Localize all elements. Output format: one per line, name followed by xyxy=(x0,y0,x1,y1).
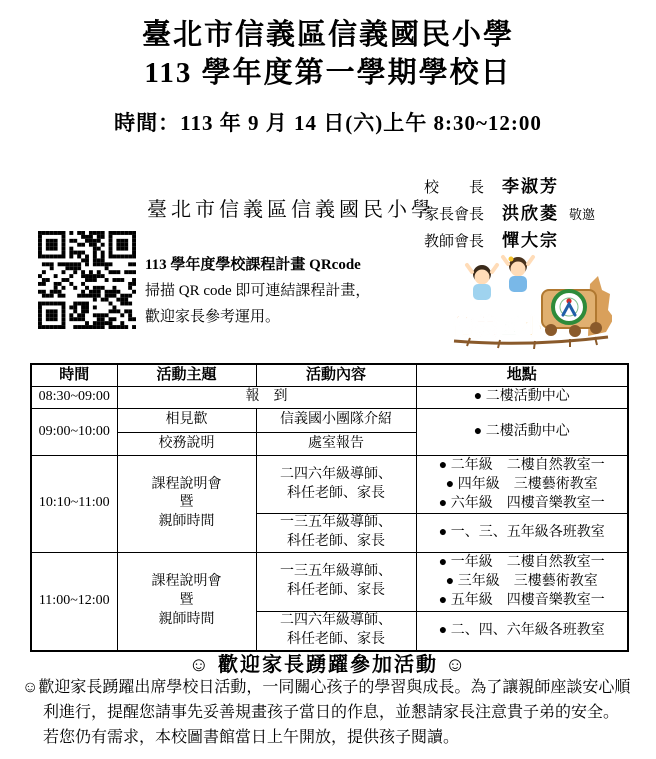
mascot-char: 信 xyxy=(452,314,475,339)
content-line: 科任老師、家長 xyxy=(287,533,385,549)
table-row-checkin xyxy=(31,387,628,409)
theme-cell xyxy=(117,552,256,650)
content-cell xyxy=(256,456,416,514)
document-title-line1: 臺北市信義區信義國民小學 xyxy=(141,19,514,51)
location-item: ● 六年級 四樓音樂教室一 xyxy=(438,496,605,511)
content-cell xyxy=(256,611,416,650)
location-item: ● 一年級 二樓自然教室一 xyxy=(438,555,605,571)
time-cell: 09:00~10:00 xyxy=(31,409,117,456)
location-cell: ● 二樓活動中心 xyxy=(416,387,628,409)
table-header-row xyxy=(31,364,628,387)
col-header-time: 時間 xyxy=(31,364,117,387)
col-header-content: 活動內容 xyxy=(256,364,416,387)
content-cell: 信義國小團隊介紹 xyxy=(256,409,416,433)
content-line: 一三五年級導師、 xyxy=(280,563,392,579)
table-row-session1-even xyxy=(31,456,628,514)
footer-note xyxy=(22,675,642,750)
officer-name: 洪欣菱 xyxy=(502,204,559,223)
officer-title: 家長會長 xyxy=(424,207,485,223)
col-header-location: 地點 xyxy=(416,364,628,387)
activity-cell: 報 到 xyxy=(117,387,416,409)
location-cell xyxy=(416,456,628,514)
time-cell: 10:10~11:00 xyxy=(31,456,117,553)
time-cell: 11:00~12:00 xyxy=(31,552,117,650)
officer-title: 教師會長 xyxy=(424,234,485,250)
officer-row-teacher-chair xyxy=(424,226,595,253)
content-cell: 處室報告 xyxy=(256,433,416,456)
child-figure-icon xyxy=(467,265,497,300)
col-header-theme: 活動主題 xyxy=(117,364,256,387)
content-line: 科任老師、家長 xyxy=(287,631,385,647)
footer-note-line3: 若您仍有需求，本校圖書館當日上午開放，提供孩子閱讀。 xyxy=(43,729,460,746)
footer-note-line1: ☺歡迎家長踴躍出席學校日活動，一同關心孩子的學習與成長。為了讓親師座談安心順 xyxy=(22,679,631,696)
theme-line: 暨 xyxy=(179,495,194,511)
location-cell xyxy=(416,611,628,650)
mascot-char: 義 xyxy=(475,314,498,339)
child-figure-icon xyxy=(503,257,533,293)
theme-line: 課程說明會 xyxy=(151,476,222,492)
content-line: 科任老師、家長 xyxy=(287,485,385,501)
officer-title: 校 長 xyxy=(424,180,485,196)
content-line: 二四六年級導師、 xyxy=(280,612,392,628)
officer-row-principal xyxy=(424,172,595,199)
theme-line: 課程說明會 xyxy=(151,573,222,589)
officer-name: 李淑芳 xyxy=(502,177,559,196)
content-line: 一三五年級導師、 xyxy=(280,515,392,530)
location-item: ● 三年級 三樓藝術教室 xyxy=(445,574,598,590)
qr-caption-line2: 掃描 QR code 即可連結課程計畫， xyxy=(145,283,371,299)
footer-note-line2: 利進行，提醒您請事先妥善規畫孩子當日的作息，並懇請家長注意貴子弟的安全。 xyxy=(43,704,620,721)
officer-suffix: 敬邀 xyxy=(569,207,596,222)
content-line: 二四六年級導師、 xyxy=(280,466,392,482)
content-line: 科任老師、家長 xyxy=(287,582,385,598)
location-cell: ● 二樓活動中心 xyxy=(416,409,628,456)
qr-caption-line3: 歡迎家長參考運用。 xyxy=(145,309,281,325)
mascot-school-name xyxy=(452,314,544,339)
location-cell xyxy=(416,514,628,553)
mascot-char: 小 xyxy=(521,314,544,339)
location-cell xyxy=(416,552,628,611)
qr-caption-line1: 113 學年度學校課程計畫 QRcode xyxy=(145,257,361,273)
schedule-table xyxy=(30,363,629,652)
school-name: 臺北市信義區信義國民小學 xyxy=(147,199,435,221)
theme-line: 暨 xyxy=(179,592,194,608)
officer-row-parent-chair xyxy=(424,199,595,226)
theme-cell: 相見歡 xyxy=(117,409,256,433)
theme-line: 親師時間 xyxy=(158,611,215,627)
officer-name: 憚大宗 xyxy=(502,231,559,250)
time-cell: 08:30~09:00 xyxy=(31,387,117,409)
event-time: 時間：113 年 9 月 14 日(六)上午 8:30~12:00 xyxy=(114,111,542,135)
footer-heading: ☺ 歡迎家長踴躍參加活動 ☺ xyxy=(188,654,468,676)
location-item: ● 二、四、六年級各班教室 xyxy=(438,623,605,639)
table-row-welcome xyxy=(31,409,628,433)
qr-caption xyxy=(145,252,370,330)
table-row-session2-odd xyxy=(31,552,628,611)
document-title-line2: 113 學年度第一學期學校日 xyxy=(144,57,512,89)
content-cell xyxy=(256,514,416,553)
location-item: ● 一、三、五年級各班教室 xyxy=(438,525,605,541)
qr-code xyxy=(38,231,136,329)
school-logo-icon xyxy=(553,291,585,323)
theme-line: 親師時間 xyxy=(158,514,215,530)
document-title xyxy=(0,16,656,92)
theme-cell xyxy=(117,456,256,553)
location-item: ● 二年級 二樓自然教室一 xyxy=(438,458,605,473)
mascot-char: 國 xyxy=(498,314,521,339)
location-item: ● 四年級 三樓藝術教室 xyxy=(445,477,598,492)
location-item: ● 五年級 四樓音樂教室一 xyxy=(438,593,605,609)
school-mascot-illustration xyxy=(450,254,612,349)
theme-cell: 校務說明 xyxy=(117,433,256,456)
officers-block xyxy=(424,172,595,253)
content-cell xyxy=(256,552,416,611)
